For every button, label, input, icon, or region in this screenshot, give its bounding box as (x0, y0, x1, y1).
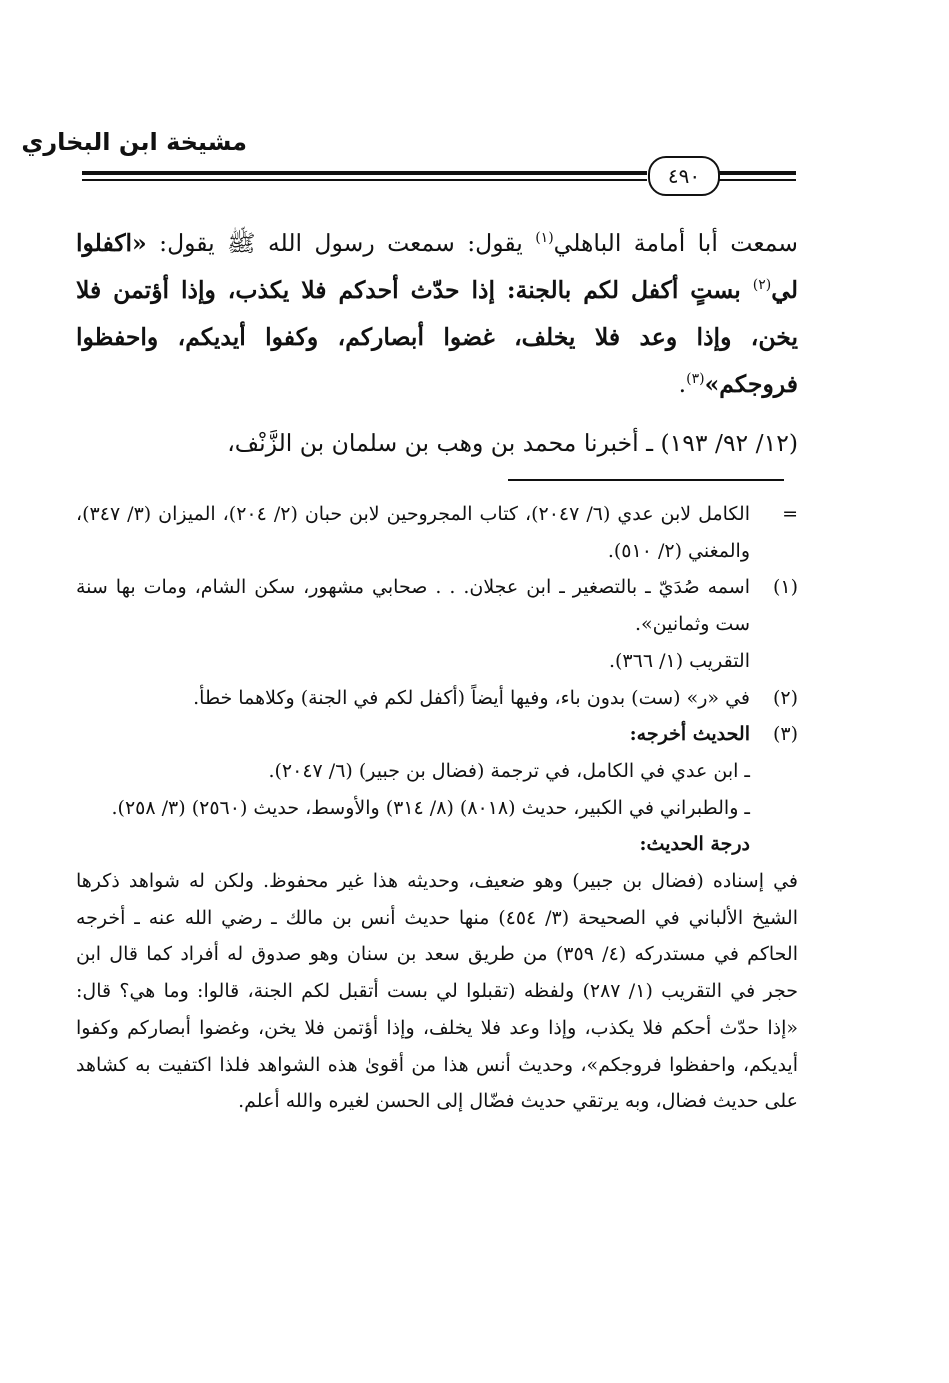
footnote-text: التقريب (١/ ٣٦٦). (608, 649, 750, 672)
footnote-ref-2: (٢) (752, 277, 772, 294)
hadith-paragraph (76, 220, 798, 408)
footnote-text: اسمه صُدَيّ ـ بالتصغير ـ ابن عجلان. . . صحابي مشهور، سكن الشام، ومات بها سنة ست وثمانين». (76, 576, 750, 636)
hadith-text-2: بستٍ أكفل لكم بالجنة: إذا حدّث أحدكم فلا يكذب، وإذا أؤتمن فلا يخن، وإذا وعد فلا يخلف، غضوا أبصاركم، وكفوا أيديكم، واحفظوا فروجكم» (76, 276, 798, 398)
header-rule-thin (82, 179, 647, 181)
grade-text: في إسناده (فضال بن جبير) وهو ضعيف، وحديثه هذا غير محفوظ. ولكن له شواهد ذكرها الشيخ الألباني في الصحيحة (٣/ ٤٥٤) منها حديث أنس بن مالك ـ رضي الله عنه ـ أخرجه الحاكم في مستدركه (٤/ ٣٥٩) من طريق سعد بن سنان وهو صدوق له أفراد كما قال ابن حجر في التقريب (١/ ٢٨٧) ولفظه (تقبلوا لي بست أتقبل لكم الجنة، قالوا: وما هي؟ قال: «إذا حدّث أحكم فلا يكذب، وإذا وعد فلا يخلف، وإذا أؤتمن فلا يخن، وغضوا أبصاركم وكفوا أيديكم، واحفظوا فروجكم»، وحديث أنس هذا من أقوىٰ هذه الشواهد فلذا اكتفيت به كشاهد على حديث فضال، وبه يرتقي حديث فضّال إلى الحسن لغيره والله أعلم. (76, 870, 798, 1113)
footnotes (76, 496, 798, 1120)
footnote-text: في «ر» (ست) بدون باء، وفيها أيضاً (أكفل لكم في الجنة) وكلاهما خطأ. (193, 686, 750, 709)
running-title: مشيخة ابن البخاري (21, 128, 247, 156)
hadith-end: . (678, 370, 687, 398)
footnote-text: الكامل لابن عدي (٦/ ٢٠٤٧)، كتاب المجروحين لابن حبان (٢/ ٢٠٤)، الميزان (٣/ ٣٤٧)، والمغني (٢/ ٥١٠). (76, 503, 750, 562)
grade-heading: درجة الحديث: (639, 833, 750, 856)
footnote-separator (508, 479, 784, 481)
footnote-continuation (76, 496, 798, 569)
chain-of-narration: (١٢/ ٩٢/ ١٩٣) ـ أخبرنا محمد بن وهب بن سلمان بن الزَّنْف، (227, 429, 798, 457)
footnote-marker: (٢) (772, 686, 798, 709)
footnote-marker: (١) (772, 576, 798, 599)
footnote-heading: الحديث أخرجه: (629, 723, 750, 746)
footnote-ref-3: (٣) (686, 371, 705, 388)
footnote-3 (76, 716, 798, 863)
narration-text: يقول: سمعت رسول الله ﷺ يقول: (146, 229, 523, 257)
footnote-marker: (٣) (772, 723, 798, 746)
footnote-1 (76, 569, 798, 679)
footnote-2 (76, 680, 798, 717)
hadith-text-1: «اكفلوا لي (76, 229, 798, 304)
intro-text: سمعت أبا أمامة الباهلي (553, 229, 798, 257)
header-rule-thick-right (718, 171, 796, 175)
footnote-ref-1: (١) (535, 230, 554, 247)
page-number: ٤٩٠ (648, 156, 720, 196)
footnote-marker: = (782, 503, 798, 525)
header-rule-thick (82, 171, 647, 175)
main-text (76, 220, 798, 408)
footnote-item: ـ والطبراني في الكبير، حديث (٨٠١٨) (٨/ ٣١٤) والأوسط، حديث (٢٥٦٠) (٣/ ٢٥٨). (111, 796, 750, 819)
header-rule-thin-right (718, 179, 796, 181)
footnote-item: ـ ابن عدي في الكامل، في ترجمة (فضال بن جبير) (٦/ ٢٠٤٧). (268, 759, 750, 782)
